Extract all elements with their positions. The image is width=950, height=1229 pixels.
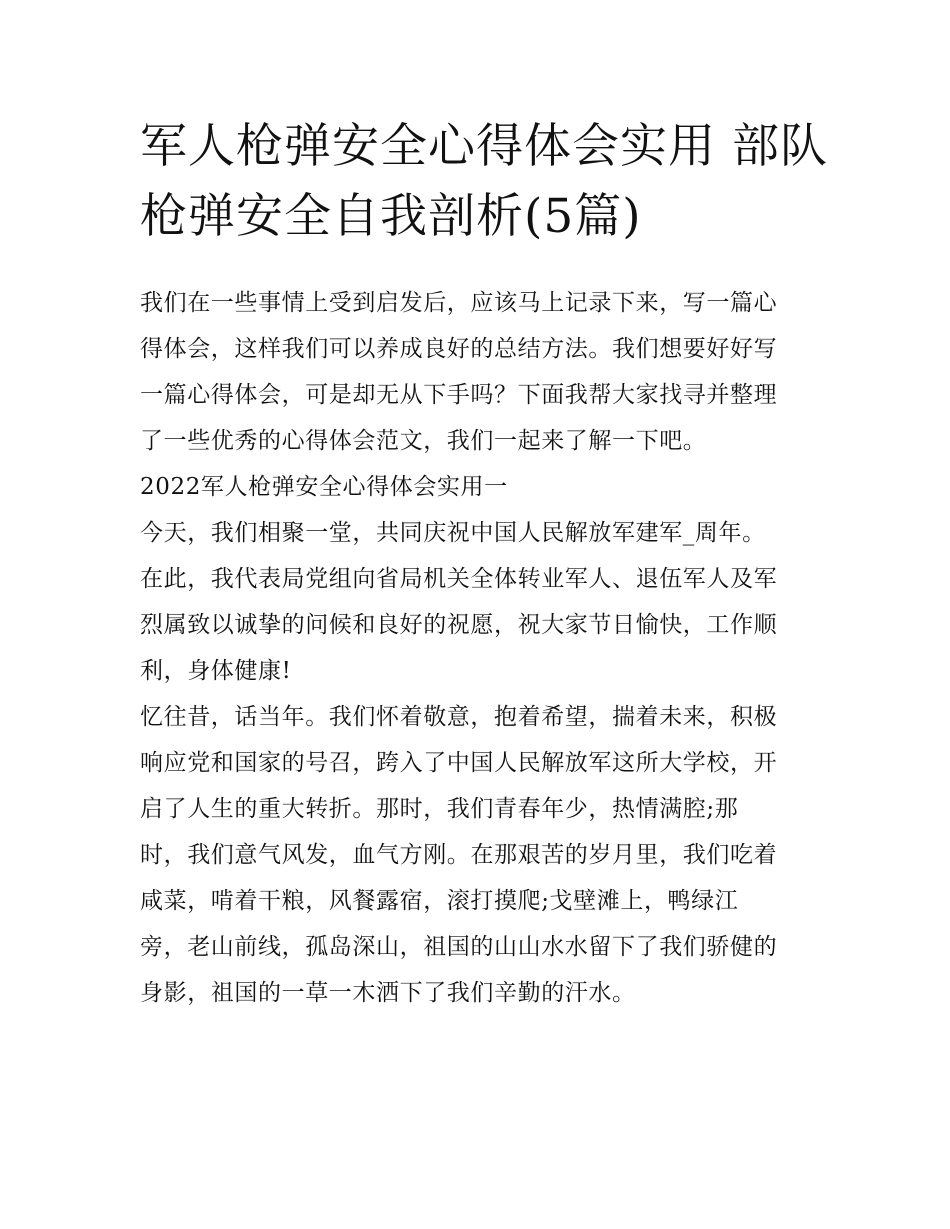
paragraph-2-line-1: 忆往昔，话当年。我们怀着敬意，抱着希望，揣着未来，积极 (140, 704, 778, 730)
paragraph-1-line-1: 今天，我们相聚一堂，共同庆祝中国人民解放军建军_周年。 (140, 520, 766, 546)
intro-line-2: 得体会，这样我们可以养成良好的总结方法。我们想要好好写 (140, 336, 778, 362)
paragraph-1-line-3: 烈属致以诚挚的问候和良好的祝愿，祝大家节日愉快，工作顺 (140, 612, 778, 638)
paragraph-2-line-2: 响应党和国家的号召，跨入了中国人民解放军这所大学校，开 (140, 750, 778, 776)
section-heading: 2022军人枪弹安全心得体会实用一 (140, 474, 508, 500)
paragraph-2-line-6: 旁，老山前线，孤岛深山，祖国的山山水水留下了我们骄健的 (140, 934, 778, 960)
paragraph-1-line-4: 利，身体健康! (140, 658, 292, 684)
document-title: 军人枪弹安全心得体会实用 部队枪弹安全自我剖析(5篇) (140, 119, 828, 244)
intro-line-3: 一篇心得体会，可是却无从下手吗？下面我帮大家找寻并整理 (140, 382, 778, 408)
document-body (140, 280, 820, 1016)
intro-line-4: 了一些优秀的心得体会范文，我们一起来了解一下吧。 (140, 428, 707, 454)
paragraph-2-line-5: 咸菜，啃着干粮，风餐露宿，滚打摸爬;戈壁滩上，鸭绿江 (140, 888, 739, 914)
intro-line-1: 我们在一些事情上受到启发后，应该马上记录下来，写一篇心 (140, 290, 778, 316)
paragraph-2-line-4: 时，我们意气风发，血气方刚。在那艰苦的岁月里，我们吃着 (140, 842, 778, 868)
paragraph-2-line-3: 启了人生的重大转折。那时，我们青春年少，热情满腔;那 (140, 796, 739, 822)
paragraph-1-line-2: 在此，我代表局党组向省局机关全体转业军人、退伍军人及军 (140, 566, 778, 592)
paragraph-2-line-7: 身影，祖国的一草一木洒下了我们辛勤的汗水。 (140, 980, 636, 1006)
